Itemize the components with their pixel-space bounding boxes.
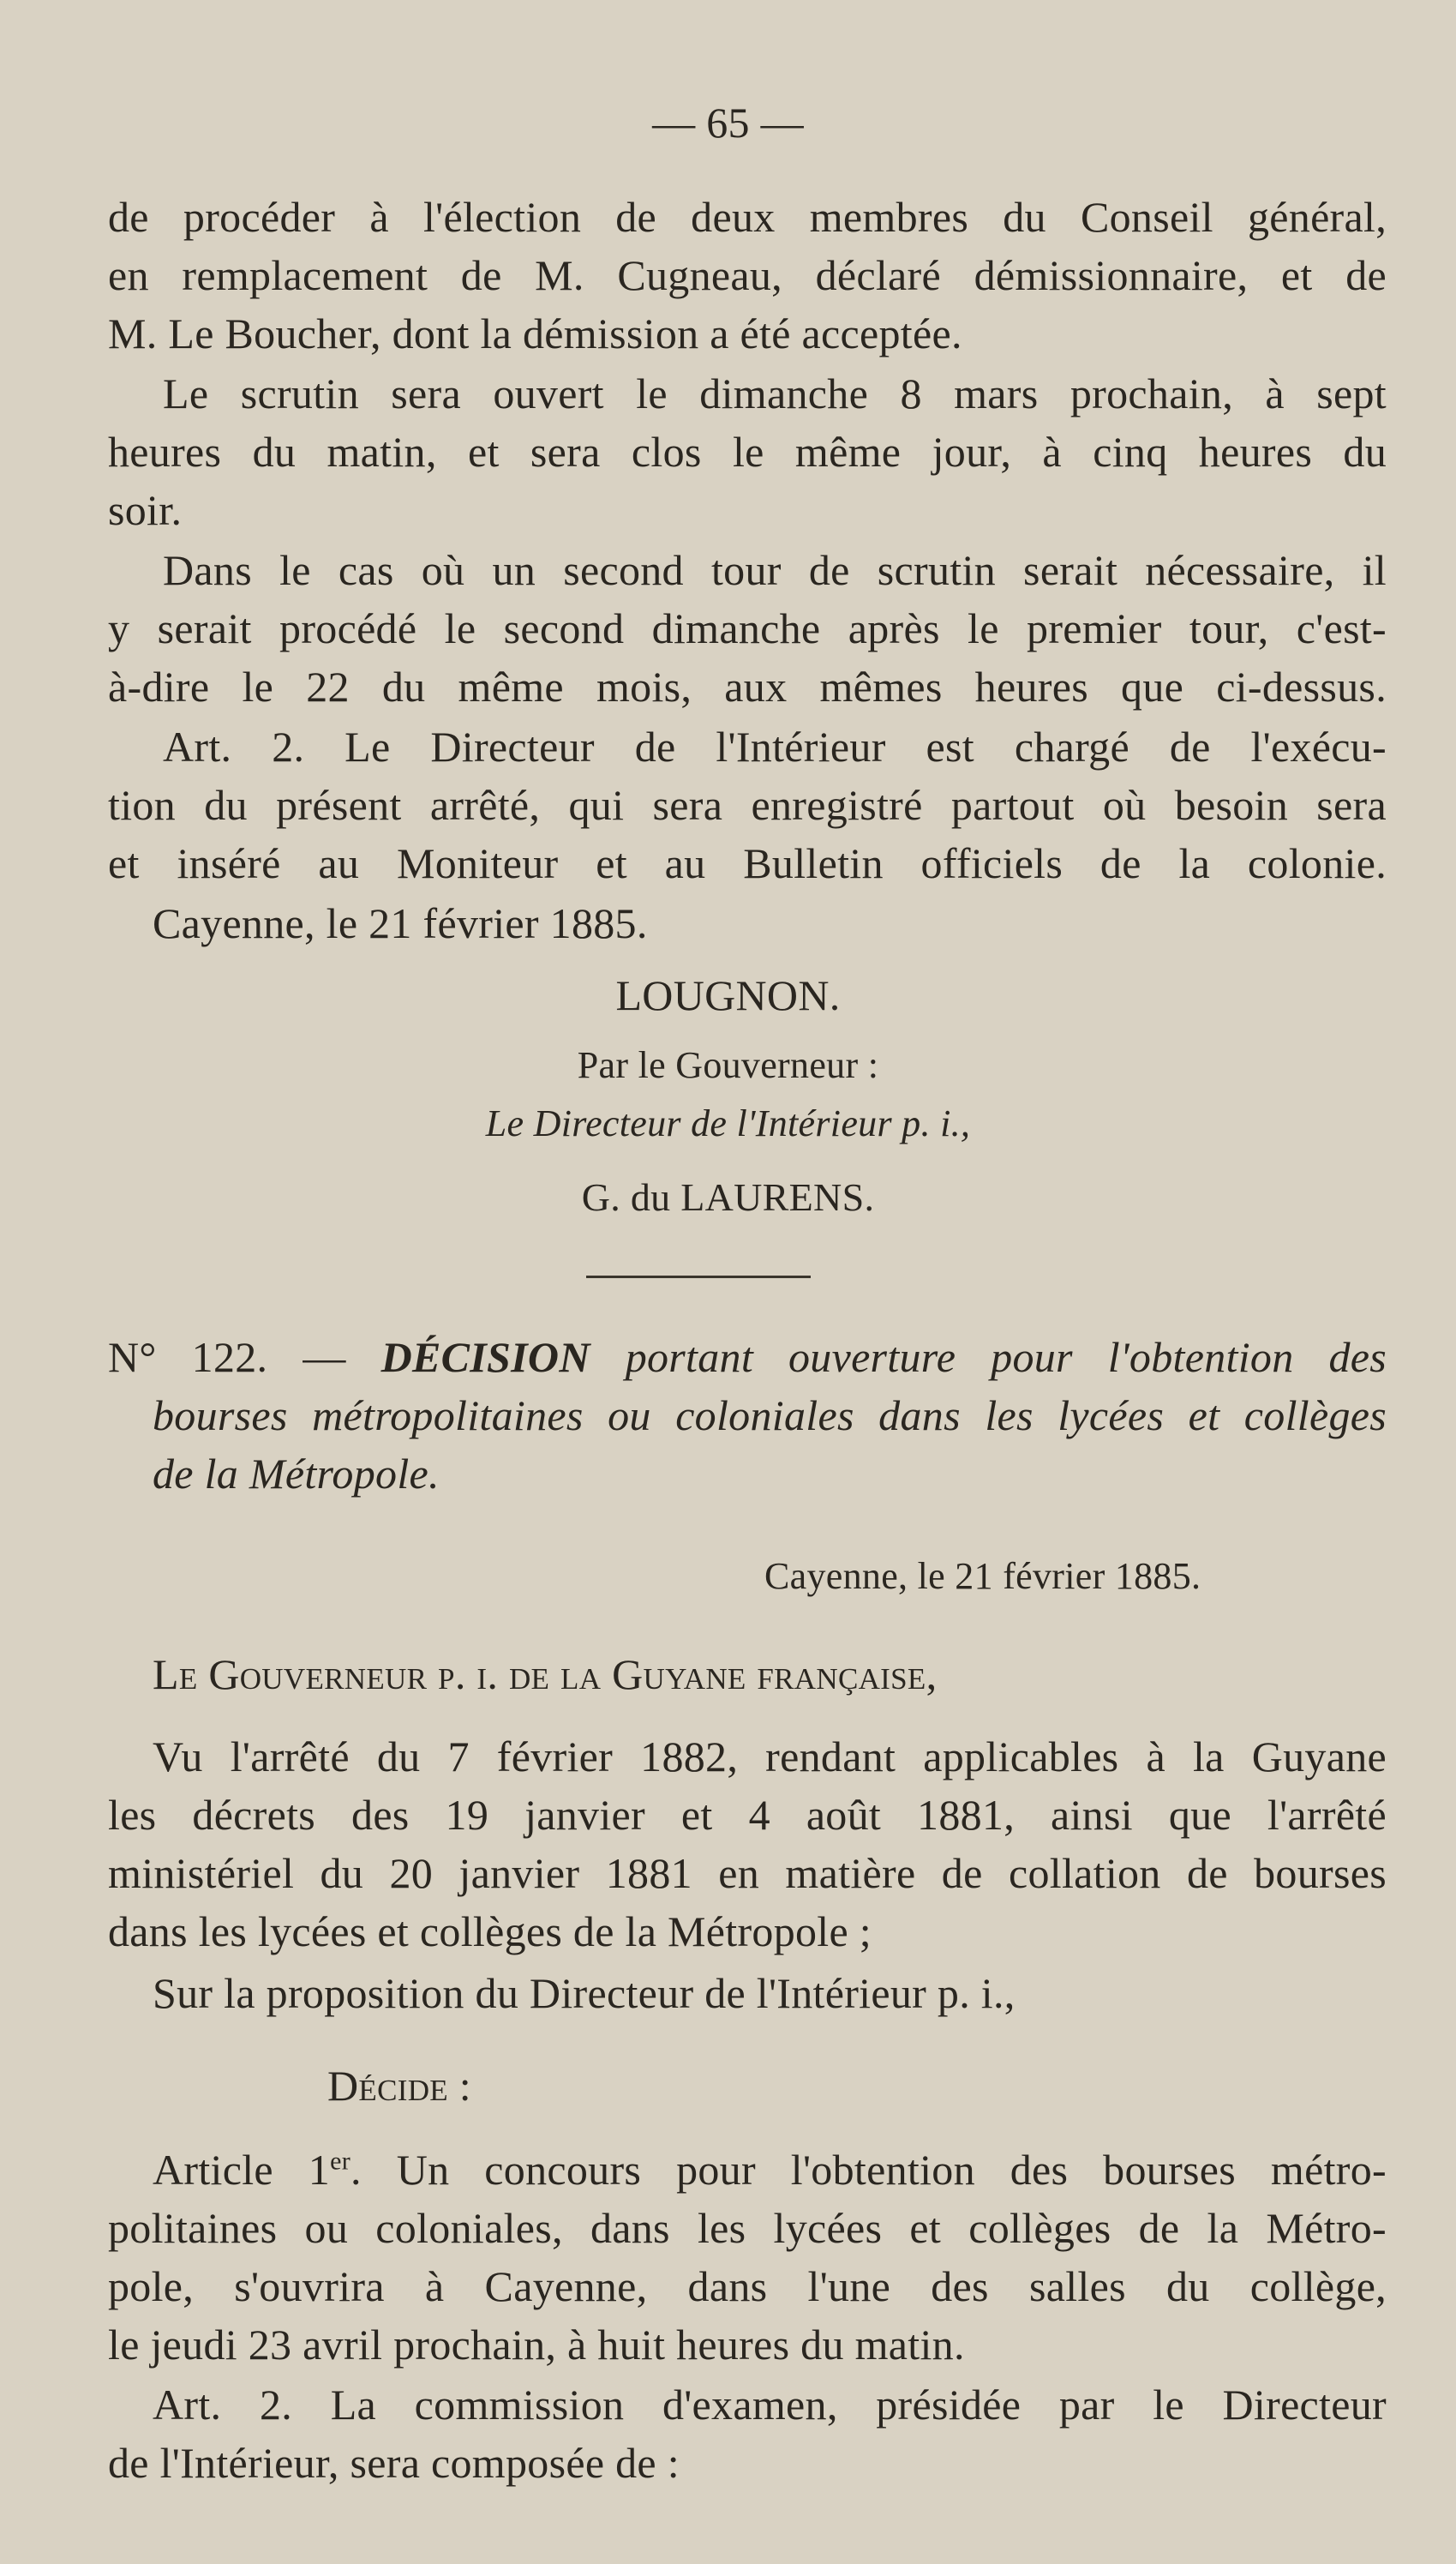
text-line: M. Le Boucher, dont la démission a été acceptée. — [108, 309, 962, 357]
article2-line: de l'Intérieur, sera composée de : — [108, 2439, 680, 2487]
decision-dash: — — [303, 1333, 346, 1381]
article1-line: le jeudi 23 avril prochain, à huit heures du matin. — [108, 2321, 965, 2369]
article2-line: Art. 2. La commission d'examen, présidée par le Directeur — [153, 2381, 1387, 2429]
decision-date: Cayenne, le 21 février 1885. — [764, 1555, 1201, 1597]
text-line: Art. 2. Le Directeur de l'Intérieur est chargé de l'exécu- — [163, 723, 1387, 771]
page-number: — 65 — — [652, 99, 804, 147]
text-line: Le scrutin sera ouvert le dimanche 8 mars prochain, à sept — [163, 369, 1387, 417]
signature-role: Le Directeur de l'Intérieur p. i., — [485, 1102, 971, 1144]
decision-number: N° 122. — [108, 1333, 268, 1381]
article1-text: . Un concours pour l'obtention des bourses métro- — [351, 2146, 1387, 2194]
separator-rule — [586, 1276, 811, 1278]
vu-line: les décrets des 19 janvier et 4 août 1881, ainsi que l'arrêté — [108, 1791, 1387, 1839]
decision-title-line: bourses métropolitaines ou coloniales dans les lycées et collèges — [153, 1391, 1387, 1439]
article1-line — [153, 2143, 1387, 2196]
text-line: Dans le cas où un second tour de scrutin serait nécessaire, il — [163, 546, 1387, 594]
text-line: en remplacement de M. Cugneau, déclaré démissionnaire, et de — [108, 251, 1387, 299]
text-line: heures du matin, et sera clos le même jour, à cinq heures du — [108, 428, 1387, 476]
article1-label: Article 1 — [153, 2146, 331, 2194]
signature-par: Par le Gouverneur : — [577, 1044, 879, 1086]
text-line: à-dire le 22 du même mois, aux mêmes heures que ci-dessus. — [108, 663, 1387, 711]
signature-name: LOUGNON. — [615, 971, 841, 1019]
decide-heading: Décide : — [327, 2062, 471, 2110]
decision-title-rest: portant ouverture pour l'obtention des — [625, 1333, 1387, 1381]
text-line: soir. — [108, 486, 183, 534]
date-line: Cayenne, le 21 février 1885. — [153, 899, 648, 947]
text-line: et inséré au Moniteur et au Bulletin officiels de la colonie. — [108, 839, 1387, 887]
text-line: de procéder à l'élection de deux membres du Conseil général, — [108, 193, 1387, 241]
decision-title-word: DÉCISION — [380, 1333, 590, 1381]
decision-heading — [108, 1330, 1387, 1384]
vu-line: dans les lycées et collèges de la Métropole ; — [108, 1907, 872, 1955]
vu-line: Vu l'arrêté du 7 février 1882, rendant applicables à la Guyane — [153, 1732, 1387, 1780]
text-line: tion du présent arrêté, qui sera enregistré partout où besoin sera — [108, 781, 1387, 829]
article1-sup: er — [330, 2147, 351, 2176]
decision-title-line: de la Métropole. — [153, 1450, 440, 1498]
article1-line: politaines ou coloniales, dans les lycées et collèges de la Métro- — [108, 2204, 1387, 2252]
text-line: y serait procédé le second dimanche après le premier tour, c'est- — [108, 604, 1387, 652]
article1-line: pole, s'ouvrira à Cayenne, dans l'une des salles du collège, — [108, 2262, 1387, 2310]
sur-line: Sur la proposition du Directeur de l'Intérieur p. i., — [153, 1969, 1016, 2017]
signature-signer: G. du LAURENS. — [581, 1175, 875, 1219]
vu-line: ministériel du 20 janvier 1881 en matière de collation de bourses — [108, 1849, 1387, 1897]
governor-line: Le Gouverneur p. i. de la Guyane française, — [153, 1650, 938, 1698]
